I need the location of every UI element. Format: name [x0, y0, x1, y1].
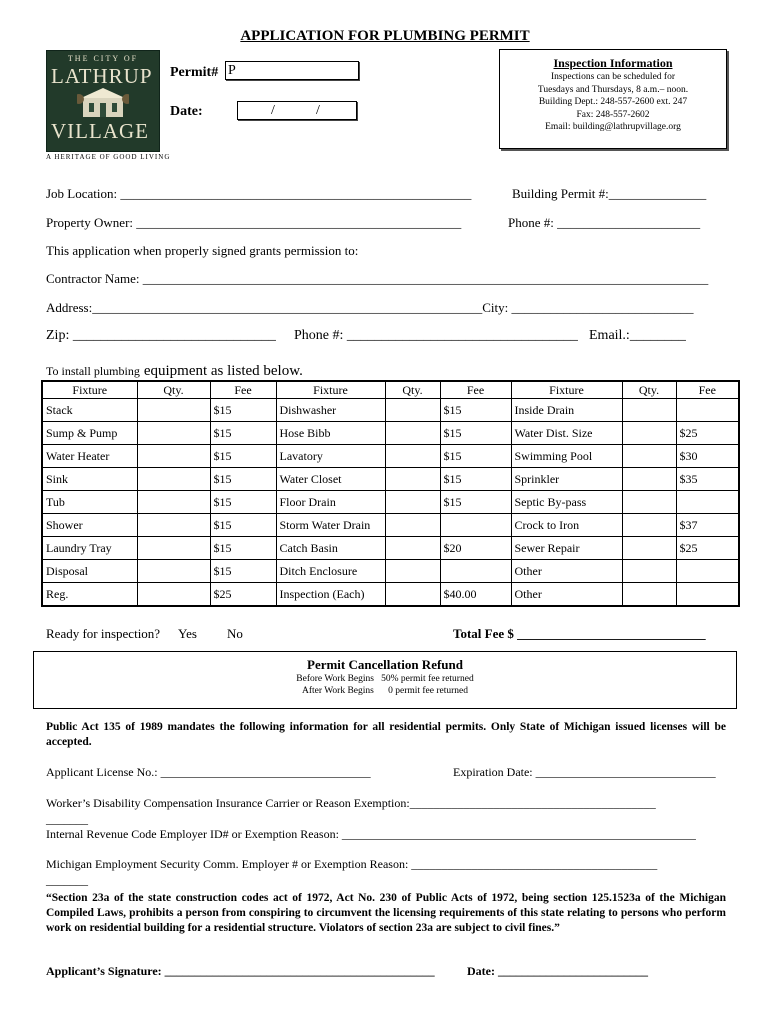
inspection-line: Email: building@lathrupvillage.org	[545, 122, 681, 132]
contractor-name-field[interactable]: Contractor Name: _______________________________________________________________________________________	[46, 271, 709, 286]
table-row	[42, 445, 739, 468]
grants-text: This application when properly signed grants permission to:	[46, 243, 359, 258]
fee-cell: $25	[210, 583, 276, 607]
job-location-field[interactable]: Job Location: ______________________________________________________	[46, 186, 472, 201]
fee-cell: $25	[676, 537, 739, 560]
zip-field[interactable]: Zip: _____________________________	[46, 328, 276, 343]
workers-comp-field[interactable]: Worker’s Disability Compensation Insurance Carrier or Reason Exemption:_________________________________________	[46, 796, 656, 810]
fixture-cell: Septic By-pass	[511, 491, 622, 514]
fee-table	[41, 380, 740, 607]
fixture-cell: Storm Water Drain	[276, 514, 385, 537]
fixture-cell: Reg.	[42, 583, 137, 607]
logo-tagline: A HERITAGE OF GOOD LIVING	[46, 153, 171, 161]
qty-cell[interactable]	[385, 399, 440, 422]
fixture-cell: Inside Drain	[511, 399, 622, 422]
ready-yes-option[interactable]: Yes	[178, 626, 197, 641]
logo-top-text: THE CITY OF	[67, 54, 139, 63]
public-act-notice: Public Act 135 of 1989 mandates the following information for all residential permits. Only State of Michigan issued licenses will be accepted.	[46, 721, 726, 748]
fixture-cell: Other	[511, 560, 622, 583]
fee-cell: $15	[440, 468, 511, 491]
permit-label: Permit#	[170, 65, 219, 80]
fee-cell: $40.00	[440, 583, 511, 607]
fixture-cell: Swimming Pool	[511, 445, 622, 468]
column-header: Fee	[440, 381, 511, 399]
fixture-cell: Inspection (Each)	[276, 583, 385, 607]
fee-cell: $15	[210, 560, 276, 583]
qty-cell[interactable]	[137, 537, 210, 560]
fee-cell: $15	[210, 422, 276, 445]
fee-cell: $30	[676, 445, 739, 468]
fee-cell	[440, 560, 511, 583]
license-number-field[interactable]: Applicant License No.: ___________________________________	[46, 765, 371, 779]
install-text-large: equipment as listed below.	[143, 363, 303, 379]
workers-comp-continuation[interactable]: _______	[46, 812, 88, 826]
fee-cell: $20	[440, 537, 511, 560]
fee-cell	[676, 560, 739, 583]
fee-cell: $37	[676, 514, 739, 537]
ready-label: Ready for inspection?	[46, 626, 161, 641]
inspection-line: Building Dept.: 248-557-2600 ext. 247	[538, 97, 688, 107]
install-text-small: To install plumbing	[46, 364, 140, 378]
fixture-cell: Disposal	[42, 560, 137, 583]
qty-cell[interactable]	[385, 468, 440, 491]
inspection-heading: Inspection Information	[553, 56, 673, 70]
section-23a-notice: “Section 23a of the state construction codes act of 1972, Act No. 230 of Public Acts of 1972, being section 125.1523a of the Michigan Compiled Laws, prohibits a person from conspiring to circumvent the licensing requirements of this state relating to persons who perform work on residential building for a residential structure. Violators of section 23a are subject to civil fines.”	[46, 892, 726, 934]
qty-cell[interactable]	[622, 537, 676, 560]
fixture-cell: Crock to Iron	[511, 514, 622, 537]
fee-cell: $15	[440, 422, 511, 445]
qty-cell[interactable]	[137, 491, 210, 514]
qty-cell[interactable]	[137, 514, 210, 537]
date-separator: /	[271, 103, 275, 118]
fee-cell: $15	[440, 491, 511, 514]
fee-cell	[676, 399, 739, 422]
fixture-cell: Water Closet	[276, 468, 385, 491]
fee-cell	[440, 514, 511, 537]
column-header: Qty.	[137, 381, 210, 399]
fixture-cell: Ditch Enclosure	[276, 560, 385, 583]
owner-phone-field[interactable]: Phone #: ______________________	[508, 215, 701, 230]
qty-cell[interactable]	[385, 560, 440, 583]
fee-cell: $15	[210, 537, 276, 560]
qty-cell[interactable]	[622, 422, 676, 445]
logo-building-icon	[77, 87, 129, 121]
fee-cell	[676, 583, 739, 607]
column-header: Fee	[676, 381, 739, 399]
table-row	[42, 537, 739, 560]
qty-cell[interactable]	[137, 583, 210, 607]
inspection-line: Tuesdays and Thursdays, 8 a.m.– noon.	[537, 84, 689, 95]
cancellation-after: After Work Begins 0 permit fee returned	[301, 686, 469, 696]
cancellation-box	[33, 651, 737, 709]
fixture-cell: Sewer Repair	[511, 537, 622, 560]
inspection-info-box	[499, 49, 727, 149]
cancellation-before: Before Work Begins 50% permit fee returned	[296, 674, 474, 684]
qty-cell[interactable]	[137, 399, 210, 422]
table-row	[42, 560, 739, 583]
qty-cell[interactable]	[385, 491, 440, 514]
fee-cell: $15	[210, 468, 276, 491]
property-owner-field[interactable]: Property Owner: __________________________________________________	[46, 215, 462, 230]
building-permit-field[interactable]: Building Permit #:_______________	[512, 186, 707, 201]
fixture-cell: Shower	[42, 514, 137, 537]
fixture-cell: Laundry Tray	[42, 537, 137, 560]
fixture-cell: Water Heater	[42, 445, 137, 468]
fixture-cell: Sump & Pump	[42, 422, 137, 445]
cancellation-heading: Permit Cancellation Refund	[307, 657, 463, 672]
mesc-continuation[interactable]: _______	[46, 873, 88, 887]
fixture-cell: Stack	[42, 399, 137, 422]
signature-field[interactable]: Applicant’s Signature: _____________________________________________	[46, 964, 435, 978]
fee-cell: $15	[210, 491, 276, 514]
qty-cell[interactable]	[622, 583, 676, 607]
fixture-cell: Other	[511, 583, 622, 607]
qty-cell[interactable]	[622, 445, 676, 468]
qty-cell[interactable]	[385, 422, 440, 445]
table-row	[42, 583, 739, 607]
fee-cell: $35	[676, 468, 739, 491]
address-city-field[interactable]: Address:____________________________________________________________City: ____________________________	[46, 300, 694, 315]
fixture-cell: Lavatory	[276, 445, 385, 468]
total-fee-field[interactable]: Total Fee $ _____________________________	[453, 626, 706, 641]
qty-cell[interactable]	[385, 514, 440, 537]
permit-number-field[interactable]: P	[225, 61, 359, 80]
inspection-line: Fax: 248-557-2602	[576, 109, 650, 120]
column-header: Qty.	[385, 381, 440, 399]
qty-cell[interactable]	[622, 468, 676, 491]
fee-cell	[676, 491, 739, 514]
qty-cell[interactable]	[622, 560, 676, 583]
irs-employer-id-field[interactable]: Internal Revenue Code Employer ID# or Exemption Reason: ___________________________________________________________	[46, 827, 696, 841]
qty-cell[interactable]	[622, 514, 676, 537]
table-row	[42, 468, 739, 491]
qty-cell[interactable]	[622, 399, 676, 422]
qty-cell[interactable]	[385, 537, 440, 560]
fixture-cell: Hose Bibb	[276, 422, 385, 445]
column-header: Fixture	[42, 381, 137, 399]
expiration-date-field[interactable]: Expiration Date: ______________________________	[453, 765, 716, 779]
logo-line2: VILLAGE	[51, 119, 149, 143]
column-header: Fixture	[276, 381, 385, 399]
fixture-cell: Sink	[42, 468, 137, 491]
fixture-cell: Dishwasher	[276, 399, 385, 422]
fee-cell: $15	[210, 399, 276, 422]
fee-cell: $25	[676, 422, 739, 445]
mesc-employer-field[interactable]: Michigan Employment Security Comm. Employer # or Exemption Reason: _________________________________________	[46, 857, 658, 871]
email-field[interactable]: Email.:________	[589, 328, 686, 343]
qty-cell[interactable]	[385, 445, 440, 468]
column-header: Fixture	[511, 381, 622, 399]
fee-cell: $15	[210, 445, 276, 468]
table-row	[42, 399, 739, 422]
fixture-cell: Tub	[42, 491, 137, 514]
fixture-cell: Floor Drain	[276, 491, 385, 514]
fixture-cell: Sprinkler	[511, 468, 622, 491]
qty-cell[interactable]	[137, 560, 210, 583]
qty-cell[interactable]	[622, 491, 676, 514]
signature-date-field[interactable]: Date: _________________________	[467, 964, 648, 978]
table-header-row	[42, 381, 739, 399]
column-header: Fee	[210, 381, 276, 399]
contractor-phone-field[interactable]: Phone #: _________________________________	[294, 328, 578, 343]
page-title: APPLICATION FOR PLUMBING PERMIT	[240, 28, 530, 44]
qty-cell[interactable]	[137, 422, 210, 445]
fee-cell: $15	[440, 445, 511, 468]
logo-line1: LATHRUP	[51, 64, 153, 88]
fixture-cell: Water Dist. Size	[511, 422, 622, 445]
date-field[interactable]	[237, 101, 357, 120]
ready-no-option[interactable]: No	[227, 626, 243, 641]
city-logo	[46, 50, 160, 152]
fee-cell: $15	[440, 399, 511, 422]
install-text	[46, 362, 303, 380]
date-separator: /	[316, 103, 320, 118]
fixture-cell: Catch Basin	[276, 537, 385, 560]
column-header: Qty.	[622, 381, 676, 399]
fee-cell: $15	[210, 514, 276, 537]
table-row	[42, 514, 739, 537]
date-label: Date:	[170, 104, 203, 119]
inspection-line: Inspections can be scheduled for	[551, 72, 675, 82]
table-row	[42, 491, 739, 514]
qty-cell[interactable]	[385, 583, 440, 607]
table-row	[42, 422, 739, 445]
qty-cell[interactable]	[137, 468, 210, 491]
qty-cell[interactable]	[137, 445, 210, 468]
